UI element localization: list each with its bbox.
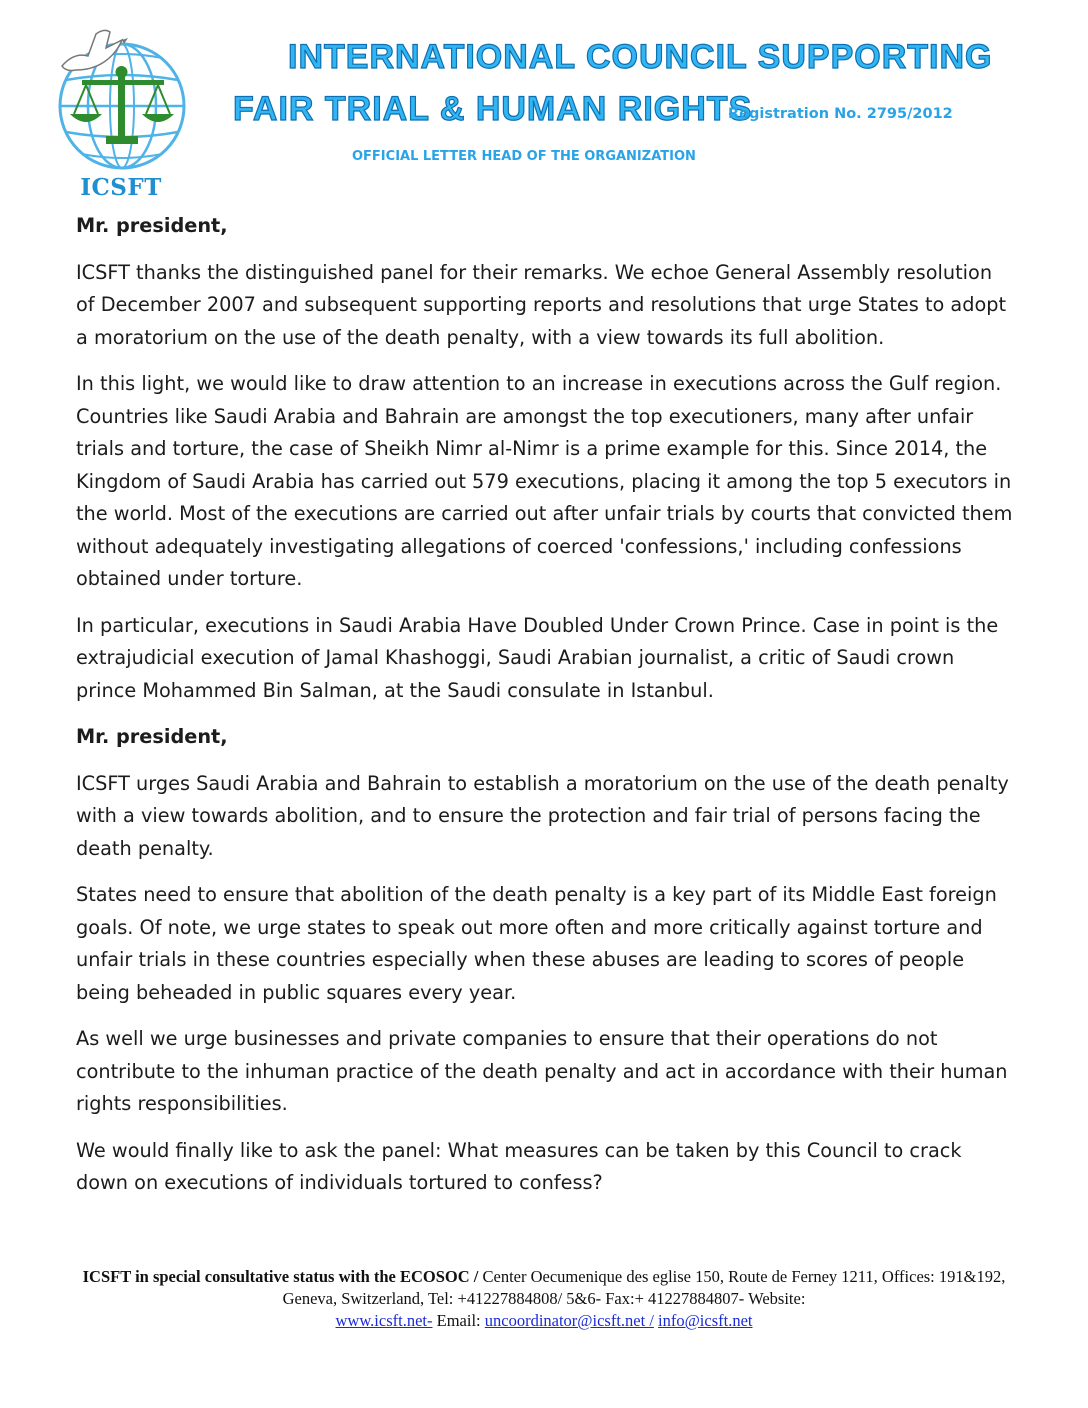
- paragraph: ICSFT urges Saudi Arabia and Bahrain to establish a moratorium on the use of the death penalty with a view towards abolition, and to ensure the protection and fair trial of persons facing the death penalty.: [76, 771, 1009, 860]
- official-letterhead-caption: OFFICIAL LETTER HEAD OF THE ORGANIZATION: [352, 149, 696, 164]
- organization-logo: [52, 14, 202, 200]
- logo-text: ICSFT: [80, 174, 162, 201]
- email-link-uncoordinator[interactable]: uncoordinator@icsft.net /: [484, 1311, 654, 1330]
- registration-number: Registration No. 2795/2012: [728, 106, 953, 122]
- salutation: Mr. president,: [76, 214, 228, 237]
- letterhead: [0, 0, 1088, 200]
- paragraph: We would finally like to ask the panel: What measures can be taken by this Council to crack down on executions of individuals tortured to confess?: [76, 1138, 962, 1194]
- paragraph: As well we urge businesses and private companies to ensure that their operations do not contribute to the inhuman practice of the death penalty and act in accordance with their human rights responsibilities.: [76, 1027, 1008, 1115]
- footer: [60, 1266, 1028, 1332]
- scales-globe-icon: [52, 14, 202, 174]
- footer-address: Center Oecumenique des eglise 150, Route de Ferney 1211, Offices: 191&192, Geneva, Switzerland, Tel: +41227884808/ 5&6- Fax:+ 41227884807- Website:: [282, 1267, 1006, 1308]
- paragraph: In this light, we would like to draw attention to an increase in executions across the Gulf region. Countries like Saudi Arabia and Bahrain are amongst the top executioners, many after unfair trials and torture, the case of Sheikh Nimr al-Nimr is a prime example for this. Since 2014, the Kingdom of Saudi Arabia has carried out 579 executions, placing it among the top 5 executors in the world. Most of the executions are carried out after unfair trials by courts that convicted them without adequately investigating allegations of coerced 'confessions,' including confessions obtained under torture.: [76, 372, 1013, 590]
- organization-name-line1: INTERNATIONAL COUNCIL SUPPORTING: [288, 38, 993, 76]
- email-link-info[interactable]: info@icsft.net: [658, 1311, 753, 1330]
- paragraph: In particular, executions in Saudi Arabia Have Doubled Under Crown Prince. Case in point is the extrajudicial execution of Jamal Khashoggi, Saudi Arabian journalist, a critic of Saudi crown prince Mohammed Bin Salman, at the Saudi consulate in Istanbul.: [76, 613, 999, 702]
- letter-body: [76, 210, 1016, 1214]
- paragraph: States need to ensure that abolition of the death penalty is a key part of its Middle East foreign goals. Of note, we urge states to speak out more often and more critically against torture and unfair trials in these countries especially when these abuses are leading to scores of people being beheaded in public squares every year.: [76, 883, 997, 1004]
- organization-name-line2: FAIR TRIAL & HUMAN RIGHTS: [233, 90, 753, 128]
- footer-status: ICSFT in special consultative status with the ECOSOC /: [82, 1267, 479, 1286]
- footer-email-label: Email:: [432, 1311, 485, 1330]
- website-link[interactable]: www.icsft.net-: [335, 1311, 433, 1330]
- salutation: Mr. president,: [76, 725, 228, 748]
- paragraph: ICSFT thanks the distinguished panel for their remarks. We echoe General Assembly resolution of December 2007 and subsequent supporting reports and resolutions that urge States to adopt a moratorium on the use of the death penalty, with a view towards its full abolition.: [76, 260, 1007, 349]
